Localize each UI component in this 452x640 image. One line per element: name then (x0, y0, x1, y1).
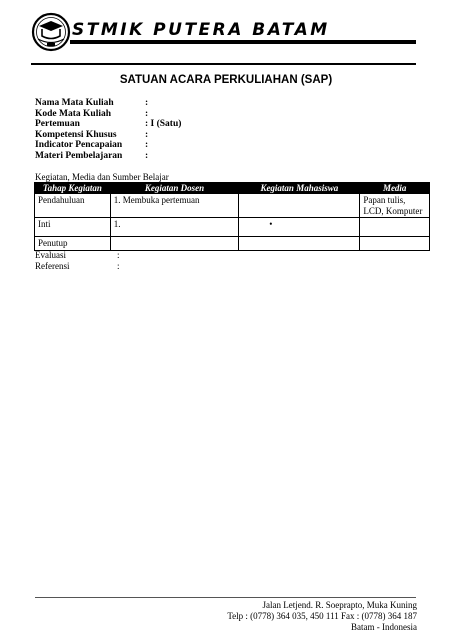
footer-line: Jalan Letjend. R. Soeprapto, Muka Kuning (262, 600, 417, 610)
header-rule (70, 40, 416, 44)
info-row (35, 130, 181, 141)
info-value: : (145, 150, 149, 161)
activities-table (34, 182, 430, 251)
footer-line: Telp : (0778) 364 035, 450 111 Fax : (0778) 364 187 (227, 611, 417, 621)
info-label: Kompetensi Khusus (35, 129, 117, 140)
column-header: Kegiatan Dosen (110, 183, 238, 194)
info-value: : I (Satu) (145, 119, 182, 129)
meta-label: Evaluasi (35, 250, 66, 260)
footer-address (227, 600, 417, 633)
table-row (35, 194, 430, 218)
column-header: Kegiatan Mahasiswa (239, 183, 360, 194)
meta-row (35, 261, 120, 272)
meta-value: : (117, 261, 120, 271)
mahasiswa-cell (239, 237, 360, 251)
meta-label: Referensi (35, 261, 70, 271)
footer-rule (35, 597, 416, 598)
info-label: Indicator Pencapaian (35, 140, 123, 150)
table-row (35, 218, 430, 237)
stage-cell: Pendahuluan (35, 194, 111, 218)
course-info (35, 98, 181, 161)
stage-cell: Penutup (35, 237, 111, 251)
brand-name: STMIK PUTERA BATAM (72, 20, 330, 40)
info-value: : (145, 129, 149, 140)
column-header: Tahap Kegiatan (35, 183, 111, 194)
media-line: Papan tulis, (363, 195, 406, 205)
info-label: Kode Mata Kuliah (35, 108, 112, 119)
media-cell (360, 218, 430, 237)
header-underline (31, 63, 416, 65)
media-cell (360, 237, 430, 251)
column-header: Media (360, 183, 430, 194)
meta-value: : (117, 250, 120, 260)
info-row (35, 119, 181, 130)
info-row (35, 109, 181, 120)
dosen-cell: 1. Membuka pertemuan (110, 194, 238, 218)
media-cell (360, 194, 430, 218)
media-line: LCD, Komputer (363, 205, 423, 216)
info-value: : (145, 98, 149, 108)
stage-cell: Inti (35, 218, 111, 237)
info-value: : (145, 140, 149, 150)
info-row (35, 151, 181, 162)
info-label: Nama Mata Kuliah (35, 98, 114, 108)
info-row (35, 98, 181, 109)
document-title: SATUAN ACARA PERKULIAHAN (SAP) (119, 74, 333, 86)
mahasiswa-cell (239, 194, 360, 218)
info-row (35, 140, 181, 151)
evaluation-section (35, 250, 120, 272)
dosen-cell: 1. (110, 218, 238, 237)
mahasiswa-cell: • (239, 218, 360, 237)
info-label: Materi Pembelajaran (35, 150, 123, 161)
meta-row (35, 250, 120, 261)
footer-line: Batam - Indonesia (351, 622, 417, 632)
info-value: : (145, 108, 149, 119)
table-row (35, 237, 430, 251)
stmik-logo-icon (31, 12, 71, 52)
info-label: Pertemuan (35, 119, 80, 129)
dosen-cell (110, 237, 238, 251)
table-caption: Kegiatan, Media dan Sumber Belajar (35, 172, 169, 182)
table-header-row (35, 183, 430, 194)
